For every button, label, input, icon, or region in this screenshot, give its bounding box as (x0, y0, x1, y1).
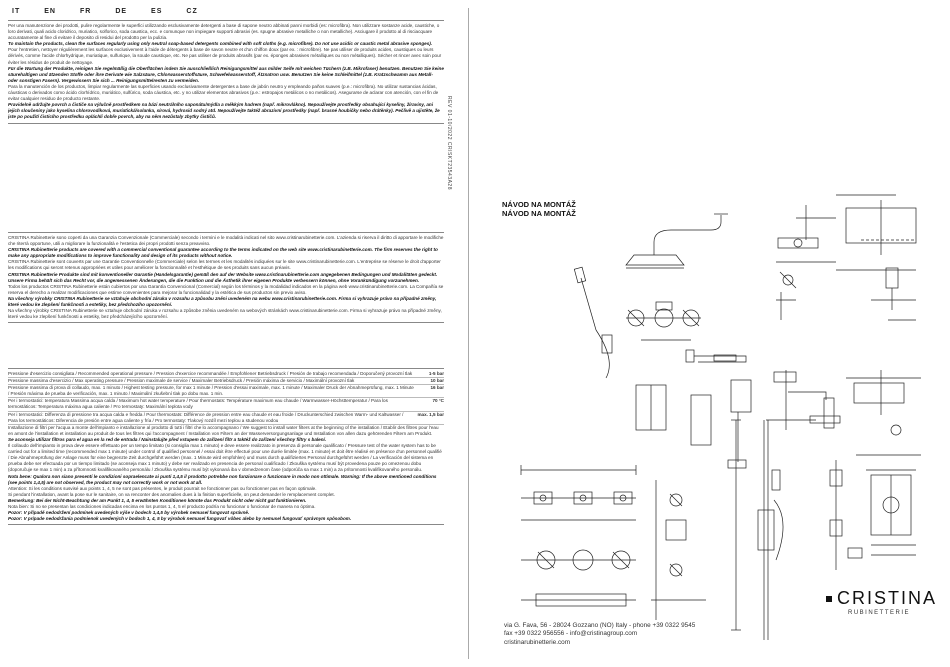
spec-label: Pressione massima d'esercizio / Max operating pressure / Pression maximale de service / Maximaler Betriebsdruck / Presión máxima de servicio / Maximální provozní tlak (8, 378, 355, 384)
care-section (8, 18, 444, 218)
plumbing-layout-drawings (521, 465, 706, 620)
warranty-cz2: Na všechny výrobky CRISTINA Rubinetterie se vztahuje obchodní záruka v rozsahu a způsobe zněnia uvedeném na webových stránkách www.cristinarubinetterie.com. Firma si vyhrazuje právo na případné změny, které vedou ke zlepšení funkčnosti a estetiky, bez předcházejícího upozornění. (8, 308, 442, 320)
lang-fr: FR (79, 8, 92, 15)
assembly-title-line: NÁVOD NA MONTÁŽ (502, 200, 576, 209)
care-fr: Pour l'entretien, nettoyer régulièrement les surfaces exclusivement à l'aide de détergents à base de savon neutre et d'un chiffon doux (par ex. : microfibre). Ne pas utiliser de produits acides, caustiques ou leurs dérivés, comme l'acide chlorhydrique, muriatique, sulfurique, la soude caustique, etc. Ne pas utiliser de produits abrasifs (par ex. éponges abrasives métalliques ou non métalliques). Sécher et rincer avec soin pour éviter les résidus de produit de nettoyage. (8, 47, 442, 65)
dimension-drawing-top (776, 195, 916, 320)
brand-logo (826, 588, 937, 609)
lang-en: EN (44, 8, 56, 15)
warranty-en: CRISTINA Rubinetterie products are covered with a commercial conventional guarantee according to the terms indicated on the web site www.cristinarubinetterie.com. The firm reserves the right to make any appropriate modifications to improve functionality and design of its products without notice. (8, 247, 438, 259)
care-de: Für die Wartung der Produkte, reinigen Sie regelmäßig die Oberflächen indem Sie ausschließlich Reinigungsmittel aus milder Seife mit weichen Tüchern (z.B. Mikrofaser) benutzen. Benutzen Sie keine säurehaltigen und ätzenden Stoffe oder ihre Derivate wie Salzsäure, Chlorwasserstoffsäure, Schwefelwasserstoff, Ätznatron usw. Benutzen Sie keine Schleifmittel (z.B. Kratzschwamm aus Metall- oder sonstigen Fasern). Vergewissern Sie sich ... Reinigungsmittelresten zu vermeiden. (8, 65, 444, 83)
address-line: fax +39 0322 956556 - info@cristinagroup.com (504, 630, 638, 638)
revision-code: REV 01-10/2022 CRISKT23543A28 (446, 96, 452, 190)
spec-value: 10 bar (430, 378, 444, 384)
warranty-cz: Na všechny výrobky CRISTINA Rubinetterie se vztahuje obchodní záruka v rozsahu a způsobu zněni uvedeném na webu www.cristinarubinetterie.com. Firma si vyhrazuje právo na případné změny, které vedou ke zlepšení funkčnosti a estetiky, bez předchozího upozornění. (8, 295, 437, 308)
spec-row (8, 412, 444, 425)
spec-value: 1-5 bar (428, 371, 444, 376)
brand-name: CRISTINA (837, 588, 938, 608)
brand-square-icon (826, 596, 832, 602)
shower-head-drawing (626, 214, 728, 268)
address-line: cristinarubinetterie.com (504, 638, 571, 646)
spec-label: Per i termostatici: Differenza di pressione tra acqua calda e fredda / Pour thermostats: Différence de pression entre eau chaude et eau froide / Druckunterschied zwischen Warm- und Kaltwasser / Para los termostáticos: Diferencia de presión entre agua caliente y fría / Pro termostaty: Tlakový rozdíl mezi teplou a studenou vodou (8, 411, 404, 423)
address-line: via G. Fava, 56 - 28024 Gozzano (NO) Italy - phone +39 0322 9545 (504, 622, 696, 629)
lang-cz: CZ (186, 8, 198, 15)
installation-step-drawings (636, 370, 921, 468)
note-4: Nota bene: Qualora non siano presenti le condizioni sopraelencate ai punti 1,4,5 il prodotto potrebbe non funzionare o funzionare in modo non ottimale. Warning: If the above mentioned conditions (see points 1,4,5) are not observed, the product may not correctly work or not work at all. (8, 473, 437, 485)
warranty-section (8, 230, 444, 348)
instructions-column (8, 8, 444, 660)
spec-row (8, 371, 444, 378)
technical-drawings (476, 0, 946, 667)
assembly-title-line: NÁVOD NA MONTÁŽ (502, 209, 576, 218)
warranty-it: CRISTINA Rubinetterie sono coperti da una Garanzia Convenzionale (Commerciale) secondo i termini e le modalità indicati nel sito www.cristinarubinetterie.com. L'azienda si riserva il diritto di apportare le modifiche che riterrà opportune, utili a migliorare la funzionalità e l'estetica dei propri prodotti senza preavviso. (8, 235, 444, 247)
spec-label: Pressione massima di prova di collaudo, max. 1 minuto / Highest testing pressure, for max 1 minute / Pression d'essai maximale, max. 1 minute / Maximaler Druck der Abnahmeprüfung, max. 1 Minute / Presión máxima de prueba de verificación, max. 1 minuto / Maximální zkušební tlak po dobu max. 1 min. (8, 385, 414, 397)
drawings-column (476, 0, 946, 667)
wall-detail-drawings (830, 460, 916, 570)
warranty-es: Todos los productos CRISTINA Rubinetterie están cubiertos por una Garantía Convencional (Comercial) según los términos y la modalidad indicados en la página web www.cristinarubinetterie.com. La Compañía se reserva el derecho a realizar modificaciones que estime convenientes para mejorar la funcionalidad y la estética de sus productos sin previo aviso. (8, 283, 444, 295)
lang-es: ES (151, 8, 163, 15)
care-es: Para la manutención de los productos, limpiar regularmente las superficies usando exclusivamente detergentes a base de jabón neutro y empleando paños suaves (p.e.: microfibra). No utilizar sustancias ácidas, cáusticas o derivados como ácido clorhídrico, muriático, sulfúrico, soda cáustica, etc. y no utilizar elementos abrasivos (p.e.: estropajos metálicos o no metálicos). Asegurarse de aclarar con atención, con el fin de evitar cualquier residuo de producto restante. (8, 83, 439, 102)
note-9: Pozor: V případě nedodržení podmínek uvedených výše v bodech 1,4,5 by výrobek nemusel fungovat správně. (8, 510, 250, 516)
care-cz: Pravidelně udržujte povrch a čističe na výlučně prostředkem na bázi neutrálního saponátu/mýdla a měkkým hadrem (např. mikrovlákno). Nepoužívejte prostředky obsahující kyseliny, žíraviny, ani jejich sloučeniny jako kyselina chlorovodíková, muriatická/solanka, sírová, hydroxid sodný atd. Nepoužívejte taktéž abrazivní prostředky (např. brusné houbičky nebo drátěnky). Pečlivě a ujistěte, že jste po použití čisticího prostředku opláchli dobře povrch, aby na něm nezůstaly zbytky čističů. (8, 102, 440, 120)
note-6: Si pendant l'installation, avant la pose sur le sanitaire, on va renconter des anomalies dues à la finition superficielle, on peut demander le remplacement complet. (8, 491, 335, 497)
warranty-fr: CRISTINA Rubinetterie sont couverts par une Garantie Conventionnelle (Commerciale) selon les termes et les modalités indiquées sur le site www.cristinarubinetterie.com. L'entreprise se réserve le droit d'apporter les modifications qui seront retenus appropriées et utiles pour améliorer la fonctionnalité et l'esthétique de ses produits sans aucun préavis. (8, 259, 441, 271)
note-7: Bemerkung: Bei der Nicht-Beachtung der am Punkt 1, 4, 5 erwähnten Konditionen könnte das Produkt nicht oder nicht gut funktionieren. (8, 497, 307, 503)
care-en: To maintain the products, clean the surfaces regularly using only neutral soap-based detergents combined with soft cloths (e.g. microfibre). Do not use acidic or caustic metal abrasive sponges). (8, 41, 433, 47)
column-divider (468, 8, 469, 659)
mixer-valve-drawing (626, 302, 701, 340)
note-8: Nota bien: Si no se presentan las condiciones indicadas encima en los puntos 1, 4, 5 el producto podría no funcionar o funcionar de manera no óptima. (8, 503, 316, 509)
wall-spout-drawing (686, 350, 746, 362)
company-address (504, 622, 695, 647)
care-it: Per una manutenzione dei prodotti, pulire regolarmente le superfici utilizzando esclusivamente detergenti a base di sapone neutro abbinati panni morbidi (es: microfibra). Non utilizzare sostanze acide, caustiche, o loro derivati, quali acido cloridrico, muriatico, solforico, soda caustica, ecc. e comunque non impiegare supporti abrasivi (es. spugne abrasive metalliche o non metalliche). Asciugare il prodotto al di risciacquare accuratamente al fine di evitare il deposito di residui del prodotto per la pulizia. (8, 23, 440, 41)
lang-it: IT (12, 8, 21, 15)
note-10: Pozor: V prípade nedodržania podmienok uvedených v bodoch 1, 4, 5 by výrobok nemusel fungovať vôbec alebo by nemusel fungovať správnym spôsobom. (8, 516, 352, 522)
lang-de: DE (115, 8, 128, 15)
spec-label: Pressione d'esercizio consigliata / Recommended operational pressure / Pression d'exercice recommandée / Empfohlener Betriebsdruck / Presión de trabajo recomendada / Doporučený provozní tlak (8, 371, 413, 376)
specs-section (8, 366, 444, 656)
note-2: Se aconseja utilizar filtros para el agua en la red de entrada / Nainstalujte před vstupem do zařízení filtr a taktéž do zařízení všechny filtry s balení. (8, 436, 327, 442)
note-1: Installazione di filtri per l'acqua a monte dell'impianto e installazione al prodotto di tutti i filtri che lo accompagnano / We suggest to install water filters at the beginning of the installation / Etablir des filtres pour l'eau en amont de l'installation et installation au produit de tous les filtres qui l'accompagnent / Installation von Filtern an der Wasserversorgungsanlage und Installation von allen dazu gehörenden Filtern am Produkt. (8, 424, 439, 436)
spec-value: 16 bar (430, 385, 444, 391)
shower-column-drawing (731, 416, 840, 640)
brand-subtitle: RUBINETTERIE (848, 610, 911, 616)
spec-row (8, 378, 444, 385)
spec-row (8, 398, 444, 411)
note-5: Attention: Si les conditions susvisé aux points 1, 4, 5 ne sont pas présentes, le produit pourrait ne fonctionner pas ou fonctionner pas en façon optimale. (8, 485, 317, 491)
spec-row (8, 385, 444, 398)
hand-shower-drawing (574, 267, 612, 378)
spec-label: Per i termostatici: temperatura Massima acqua calda / Maximum hot water temperature / Pour thermostats: Température maximum eau chaude / Warmwasser-Höchsttemperatur / Para los termostáticos: Temperatura máxima agua caliente / Pro termostaty: Maximální teplota vody (8, 398, 388, 410)
spec-value: 70 °C (432, 398, 444, 404)
warranty-de: CRISTINA Rubinetterie Produkte sind mit konventioneller Garantie (Handelsgarantie) gemäß den auf der Website www.cristinarubinetterie.com angegebenen Bedingungen und Modalitäten gedeckt. Unsere Firma behält sich das Recht vor, die angemessenen Änderungen, die die Funktion und die Ästhetik ihrer eigenen Produkte verbessern können, ohne Vorankündigung vorzunehmen. (8, 271, 438, 283)
note-3: Il collaudo dell'impianto in prova deve essere effettuato per un tempo limitato (si consiglia max 1 minuto) e deve essere realizzato in presenza di personale qualificato / Pressure test of the water system has to be carried out for a limited time (recommended max 1 minute) under control of qualified personnel / essai doit être effectué pour une durée limitée (max. 1 minute) et doit être réalisé en présence d'un personnel qualifié / Die Abnahmeprüfung der Anlage muss für eine begrenzte Zeit durchgeführt werden (max. 1 Minute wird empfohlen) und muss durch qualifiziertes Personal durchgeführt werden / La verificación del sistema en prueba debe ser efectuada por un tiempo limitado (se aconseja max 1 minuto) y debe ser realizado en presencia de personal cualificado / Zkouška systému musí být provedena pouze po omezenou dobu (doporučuje se max 1 min) a za přítomnosti kvalifikovaného personálu / Zkouška systému musí být vykonaná iba v obmedzenom čase (odporúča sa max 1 min) a za prítomnosti kvalifikovaného personálu. (8, 443, 442, 473)
language-header (8, 8, 444, 15)
spec-value: max. 1,5 bar (417, 411, 444, 417)
